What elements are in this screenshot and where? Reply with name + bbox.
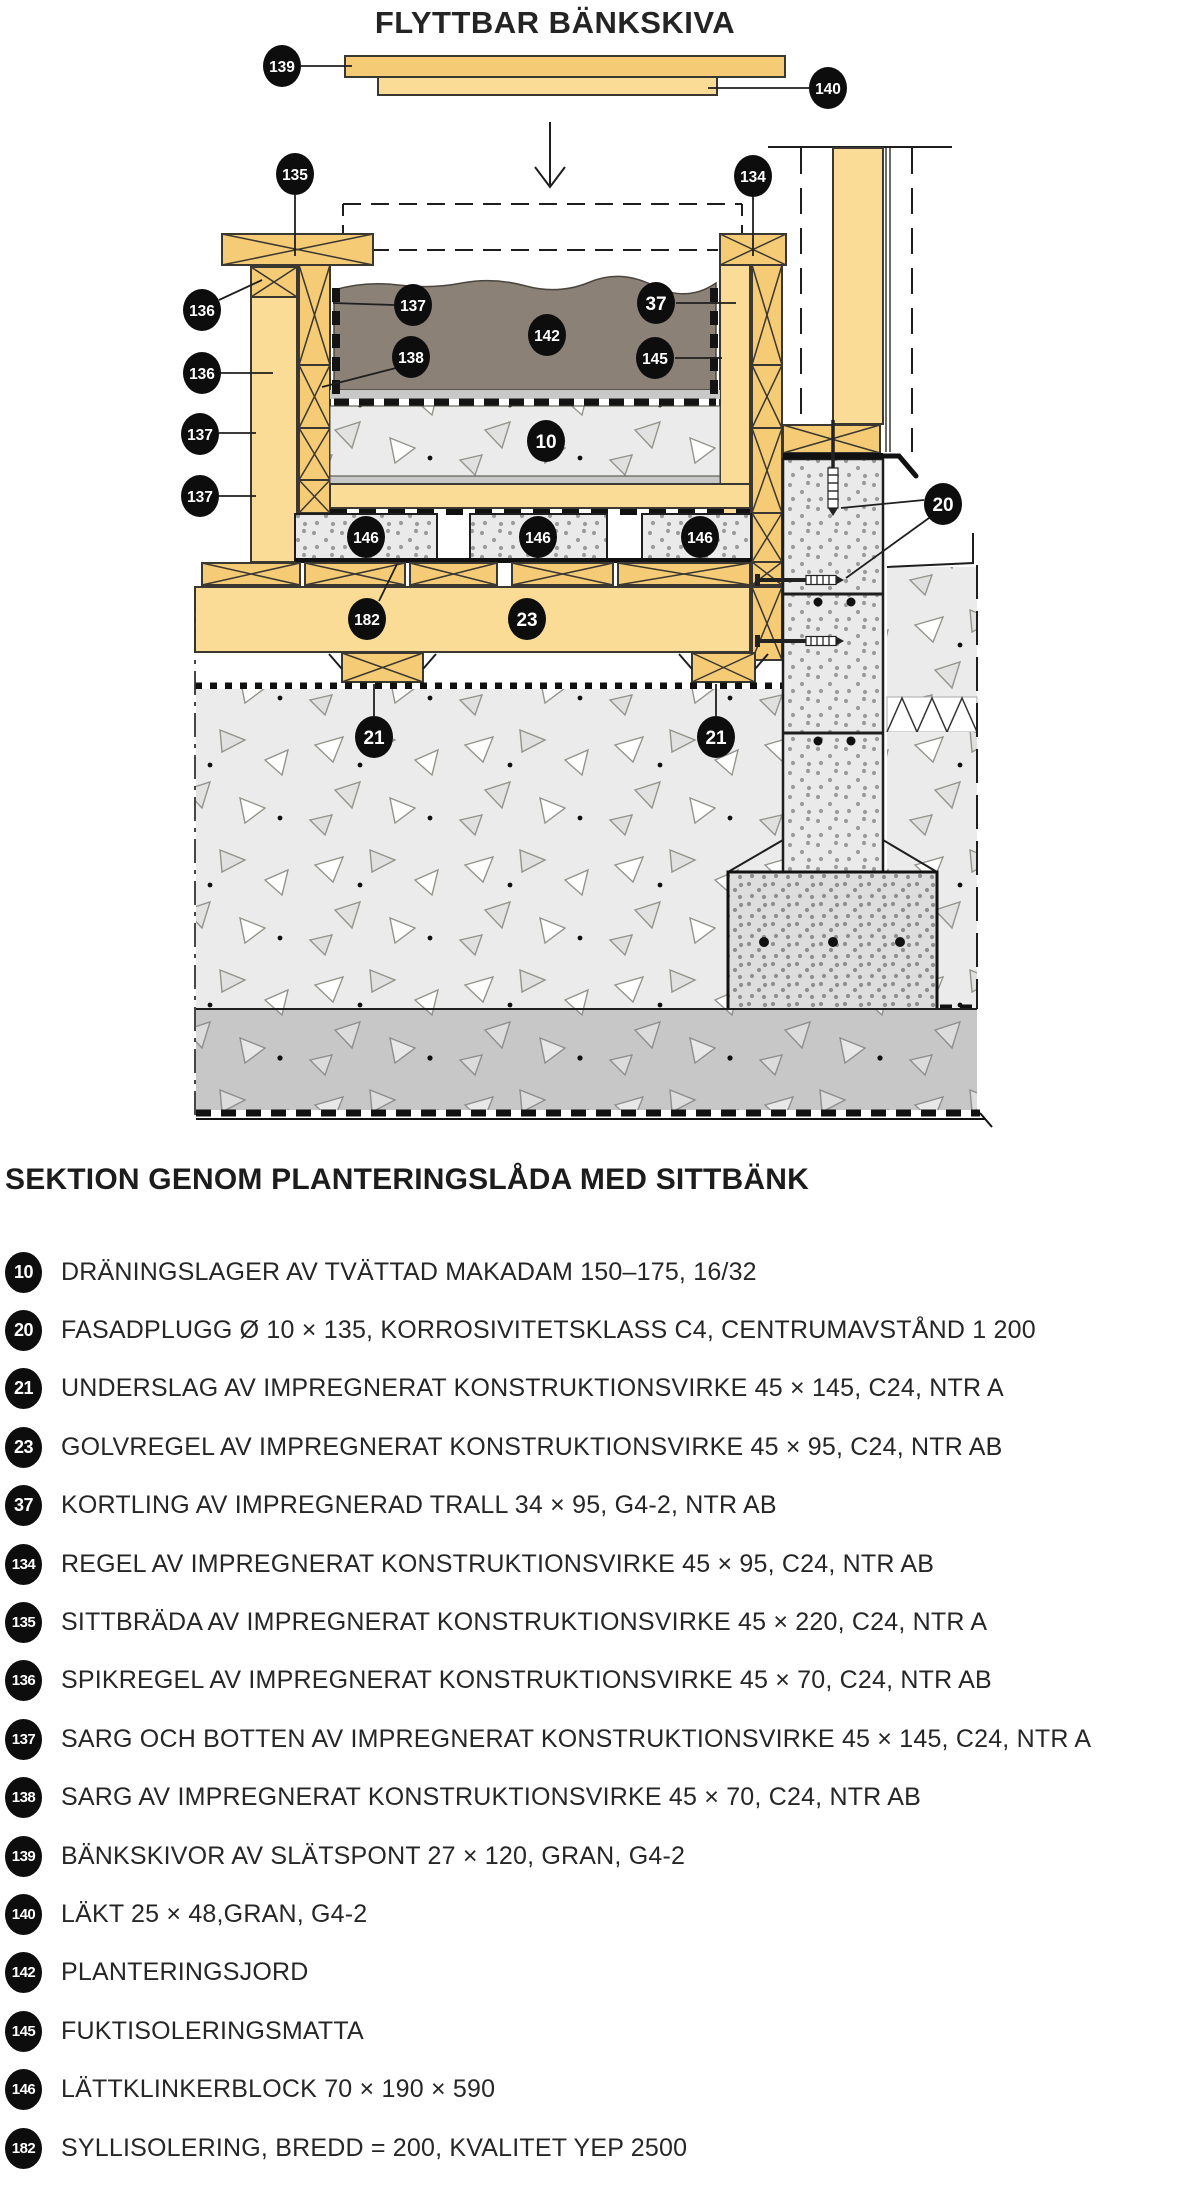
legend-badge-23: 23 xyxy=(5,1427,42,1468)
callout-136-a xyxy=(183,289,221,331)
svg-text:21: 21 xyxy=(705,728,727,749)
callout-135 xyxy=(276,153,314,195)
callout-137-b xyxy=(181,475,219,517)
foundation-wall xyxy=(783,459,883,872)
legend-badge-182: 182 xyxy=(5,2128,42,2169)
legend-text-137: SARG OCH BOTTEN AV IMPREGNERAT KONSTRUKTIONSVIRKE 45 × 145, C24, NTR A xyxy=(61,1724,1092,1753)
legend-row-182 xyxy=(5,2119,1195,2177)
legend-text-21: UNDERSLAG AV IMPREGNERAT KONSTRUKTIONSVIRKE 45 × 145, C24, NTR A xyxy=(61,1374,1004,1403)
legend-row-135 xyxy=(5,1593,1195,1651)
callout-140 xyxy=(809,67,847,109)
svg-text:139: 139 xyxy=(269,59,295,76)
callout-182 xyxy=(348,598,386,640)
legend-row-23 xyxy=(5,1418,1195,1476)
legend xyxy=(5,1243,1195,2177)
legend-text-23: GOLVREGEL AV IMPREGNERAT KONSTRUKTIONSVIRKE 45 × 95, C24, NTR AB xyxy=(61,1432,1003,1461)
legend-badge-37: 37 xyxy=(5,1485,42,1526)
callout-138 xyxy=(392,336,430,378)
legend-row-146 xyxy=(5,2060,1195,2118)
legend-row-140 xyxy=(5,1885,1195,1943)
svg-text:142: 142 xyxy=(534,328,560,345)
callout-20 xyxy=(924,483,962,525)
legend-badge-140: 140 xyxy=(5,1894,42,1935)
legend-text-140: LÄKT 25 × 48,GRAN, G4-2 xyxy=(61,1899,368,1928)
svg-text:146: 146 xyxy=(353,530,379,547)
legend-row-134 xyxy=(5,1535,1195,1593)
legend-row-136 xyxy=(5,1652,1195,1710)
legend-text-138: SARG AV IMPREGNERAT KONSTRUKTIONSVIRKE 45 × 70, C24, NTR AB xyxy=(61,1783,921,1812)
legend-badge-20: 20 xyxy=(5,1310,42,1351)
svg-text:137: 137 xyxy=(400,298,426,315)
legend-text-182: SYLLISOLERING, BREDD = 200, KVALITET YEP 2500 xyxy=(61,2133,688,2162)
svg-text:137: 137 xyxy=(187,427,213,444)
legend-badge-145: 145 xyxy=(5,2011,42,2052)
callout-23 xyxy=(508,598,546,640)
legend-badge-139: 139 xyxy=(5,1836,42,1877)
legend-row-137 xyxy=(5,1710,1195,1768)
legend-badge-21: 21 xyxy=(5,1368,42,1409)
legend-badge-142: 142 xyxy=(5,1952,42,1993)
diagram-label-flyttbar-bankskiva: FLYTTBAR BÄNKSKIVA xyxy=(374,5,736,40)
svg-text:135: 135 xyxy=(282,167,308,184)
joist-row xyxy=(202,563,750,585)
legend-badge-10: 10 xyxy=(5,1252,42,1293)
legend-badge-146: 146 xyxy=(5,2069,42,2110)
legend-text-146: LÄTTKLINKERBLOCK 70 × 190 × 590 xyxy=(61,2075,496,2104)
svg-text:136: 136 xyxy=(189,366,215,383)
svg-text:146: 146 xyxy=(525,530,551,547)
legend-row-37 xyxy=(5,1477,1195,1535)
existing-wall xyxy=(768,147,952,452)
legend-row-139 xyxy=(5,1827,1195,1885)
callout-146-a xyxy=(347,516,385,558)
legend-text-134: REGEL AV IMPREGNERAT KONSTRUKTIONSVIRKE 45 × 95, C24, NTR AB xyxy=(61,1549,935,1578)
svg-text:21: 21 xyxy=(363,728,385,749)
svg-text:136: 136 xyxy=(189,303,215,320)
legend-badge-137: 137 xyxy=(5,1719,42,1760)
legend-text-20: FASADPLUGG Ø 10 × 135, KORROSIVITETSKLASS C4, CENTRUMAVSTÅND 1 200 xyxy=(61,1316,1036,1345)
svg-text:182: 182 xyxy=(354,612,380,629)
svg-text:138: 138 xyxy=(398,350,424,367)
legend-badge-135: 135 xyxy=(5,1602,42,1643)
sleeper-blocks-21 xyxy=(329,653,768,682)
callout-137-c xyxy=(394,284,432,326)
legend-row-142 xyxy=(5,1944,1195,2002)
svg-text:37: 37 xyxy=(645,294,667,315)
gravel-fill xyxy=(196,689,783,1009)
legend-text-139: BÄNKSKIVOR AV SLÄTSPONT 27 × 120, GRAN, G4-2 xyxy=(61,1841,686,1870)
legend-row-10 xyxy=(5,1243,1195,1301)
legend-text-142: PLANTERINGSJORD xyxy=(61,1958,309,1987)
legend-row-21 xyxy=(5,1360,1195,1418)
callout-142 xyxy=(528,314,566,356)
legend-text-10: DRÄNINGSLAGER AV TVÄTTAD MAKADAM 150–175, 16/32 xyxy=(61,1257,757,1286)
callout-136-b xyxy=(183,352,221,394)
callout-146-c xyxy=(681,516,719,558)
legend-badge-136: 136 xyxy=(5,1660,42,1701)
down-arrow-icon xyxy=(535,122,565,187)
legend-row-20 xyxy=(5,1301,1195,1359)
callout-137-a xyxy=(181,413,219,455)
callout-37 xyxy=(637,282,675,324)
svg-text:140: 140 xyxy=(815,81,841,98)
subsoil-layer xyxy=(196,1009,992,1127)
callout-139 xyxy=(263,45,301,87)
floor-beam-23 xyxy=(195,587,750,652)
svg-text:145: 145 xyxy=(642,351,668,368)
bench-top-dashed-outline xyxy=(343,204,742,250)
bench-batten-140 xyxy=(378,77,717,95)
legend-text-37: KORTLING AV IMPREGNERAD TRALL 34 × 95, G4-2, NTR AB xyxy=(61,1491,777,1520)
seat-board-135 xyxy=(222,234,373,265)
svg-text:134: 134 xyxy=(740,169,766,186)
legend-text-145: FUKTISOLERINGSMATTA xyxy=(61,2016,364,2045)
legend-row-138 xyxy=(5,1769,1195,1827)
callout-134 xyxy=(734,155,772,197)
legend-badge-138: 138 xyxy=(5,1777,42,1818)
drainage-layer-10 xyxy=(330,406,720,484)
svg-text:137: 137 xyxy=(187,489,213,506)
legend-text-135: SITTBRÄDA AV IMPREGNERAT KONSTRUKTIONSVIRKE 45 × 220, C24, NTR A xyxy=(61,1608,988,1637)
svg-text:23: 23 xyxy=(516,610,538,631)
callout-146-b xyxy=(519,516,557,558)
legend-badge-134: 134 xyxy=(5,1544,42,1585)
callout-145 xyxy=(636,337,674,379)
section-title: SEKTION GENOM PLANTERINGSLÅDA MED SITTBÄNK xyxy=(5,1163,809,1196)
callout-21-b xyxy=(697,716,735,758)
legend-row-145 xyxy=(5,2002,1195,2060)
svg-text:10: 10 xyxy=(535,432,557,453)
bench-board-139 xyxy=(345,56,785,77)
svg-text:20: 20 xyxy=(932,495,954,516)
legend-text-136: SPIKREGEL AV IMPREGNERAT KONSTRUKTIONSVIRKE 45 × 70, C24, NTR AB xyxy=(61,1666,992,1695)
svg-text:146: 146 xyxy=(687,530,713,547)
callout-10 xyxy=(527,420,565,462)
box-bottom-board-137 xyxy=(330,484,750,512)
callout-21-a xyxy=(355,716,393,758)
